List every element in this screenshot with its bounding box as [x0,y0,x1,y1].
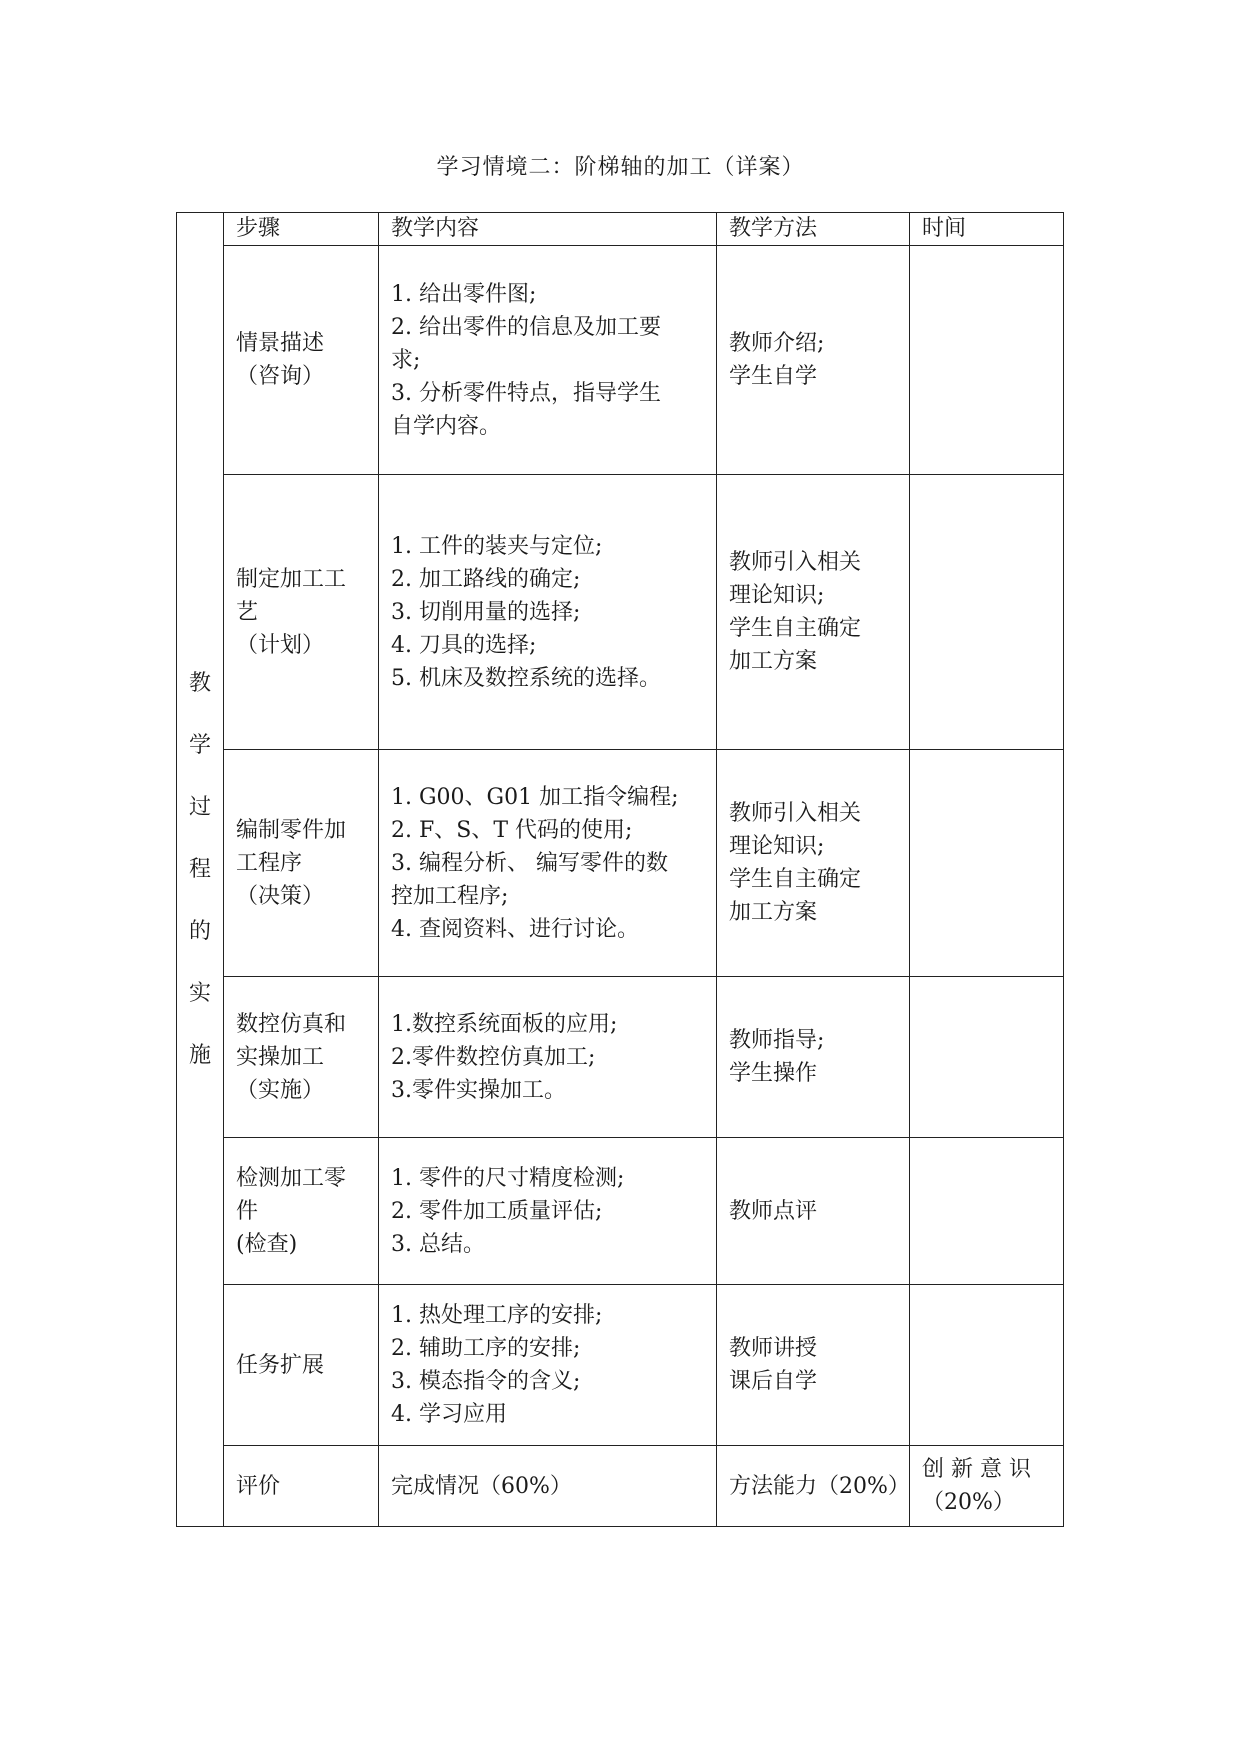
content-line: 3. 切削用量的选择; [391,599,581,625]
step-cell [224,750,379,977]
content-line: 4. 刀具的选择; [391,632,537,658]
content-cell [379,1138,717,1285]
side-label-cell [177,213,224,1527]
method-cell [717,977,910,1138]
content-cell [379,1285,717,1446]
method-line: 学生自主确定 [729,867,862,892]
side-label [189,653,211,1087]
time-cell [910,977,1064,1138]
content-line: 完成情况（60%） [391,1473,572,1499]
method-line: 教师引入相关 [729,550,862,575]
content-line: 控加工程序; [391,883,509,909]
side-label-char: 的 [189,918,212,944]
time-line: 创 新 意 识 [922,1457,1031,1482]
step-cell [224,1446,379,1527]
method-line: 教师指导; [729,1028,825,1053]
step-line: 检测加工零 [236,1165,347,1191]
method-line: 加工方案 [729,649,818,674]
content-line: 2. 给出零件的信息及加工要 [391,314,661,340]
step-cell [224,1285,379,1446]
content-cell [379,750,717,977]
content-line: 2. 零件加工质量评估; [391,1198,603,1224]
content-line: 2.零件数控仿真加工; [391,1044,596,1070]
header-time: 时间 [910,213,1064,246]
content-line: 1. G00、G01 加工指令编程; [391,784,679,810]
step-line: （实施） [236,1077,325,1103]
content-line: 3.零件实操加工。 [391,1077,566,1103]
table-row [177,1285,1064,1446]
method-line: 方法能力（20%） [729,1473,910,1499]
step-line: 件 [236,1198,259,1224]
step-line: 评价 [236,1473,281,1499]
method-line: 教师讲授 [729,1336,818,1361]
time-cell [910,1285,1064,1446]
method-line: 教师引入相关 [729,801,862,826]
content-line: 3. 分析零件特点，指导学生 [391,380,661,406]
header-content: 教学内容 [379,213,717,246]
method-line: 学生操作 [729,1061,818,1086]
content-line: 3. 总结。 [391,1231,485,1257]
content-cell [379,1446,717,1527]
content-line: 2. F、S、T 代码的使用; [391,817,633,843]
content-line: 1. 热处理工序的安排; [391,1303,603,1328]
evaluation-row [177,1446,1064,1527]
side-label-char: 程 [189,856,212,882]
step-line: （决策） [236,883,325,909]
table-row [177,475,1064,750]
side-label-char: 教 [189,670,212,696]
side-label-char: 过 [189,794,212,820]
method-cell [717,1138,910,1285]
method-line: 理论知识; [729,834,825,859]
side-label-char: 实 [189,980,212,1006]
step-line: 编制零件加 [236,817,347,843]
method-line: 理论知识; [729,583,825,608]
step-line: 工程序 [236,850,303,876]
step-cell [224,246,379,475]
content-line: 1. 工件的装夹与定位; [391,533,603,559]
content-line: 3. 编程分析、 编写零件的数 [391,850,668,876]
content-line: 2. 加工路线的确定; [391,566,581,592]
time-cell [910,750,1064,977]
table-row [177,246,1064,475]
content-line: 2. 辅助工序的安排; [391,1336,581,1361]
time-cell [910,246,1064,475]
method-cell [717,1285,910,1446]
step-line: （计划） [236,632,325,658]
method-cell [717,750,910,977]
header-method: 教学方法 [717,213,910,246]
table-header-row [177,213,1064,246]
content-line: 4. 学习应用 [391,1402,507,1427]
table-row [177,1138,1064,1285]
table-row [177,977,1064,1138]
step-line: 制定加工工 [236,566,347,592]
content-line: 求; [391,347,421,373]
content-line: 1.数控系统面板的应用; [391,1011,618,1037]
method-line: 学生自学 [729,364,818,389]
step-cell [224,475,379,750]
content-cell [379,977,717,1138]
time-cell [910,1138,1064,1285]
method-cell [717,1446,910,1527]
step-line: 情景描述 [236,331,325,356]
time-line: （20%） [922,1490,1015,1515]
method-line: 学生自主确定 [729,616,862,641]
step-cell [224,1138,379,1285]
content-line: 1. 给出零件图; [391,281,537,307]
method-line: 教师点评 [729,1198,818,1224]
side-label-char: 施 [189,1042,212,1068]
content-line: 4. 查阅资料、进行讨论。 [391,916,639,942]
content-line: 3. 模态指令的含义; [391,1369,581,1394]
step-line: 任务扩展 [236,1352,325,1378]
header-step: 步骤 [224,213,379,246]
step-line: 艺 [236,599,259,625]
method-cell [717,475,910,750]
step-line: 数控仿真和 [236,1011,347,1037]
method-line: 教师介绍; [729,331,825,356]
time-cell [910,1446,1064,1527]
side-label-char: 学 [189,732,212,758]
step-line: （咨询） [236,364,325,389]
step-cell [224,977,379,1138]
document-title: 学习情境二：阶梯轴的加工（详案） [436,155,805,180]
content-line: 5. 机床及数控系统的选择。 [391,665,661,691]
teaching-plan-table [176,212,1064,1527]
step-line: (检查) [236,1231,298,1257]
content-cell [379,475,717,750]
time-cell [910,475,1064,750]
content-line: 自学内容。 [391,413,502,439]
step-line: 实操加工 [236,1044,325,1070]
content-cell [379,246,717,475]
table-row [177,750,1064,977]
method-cell [717,246,910,475]
content-line: 1. 零件的尺寸精度检测; [391,1165,625,1191]
method-line: 课后自学 [729,1369,818,1394]
method-line: 加工方案 [729,900,818,925]
